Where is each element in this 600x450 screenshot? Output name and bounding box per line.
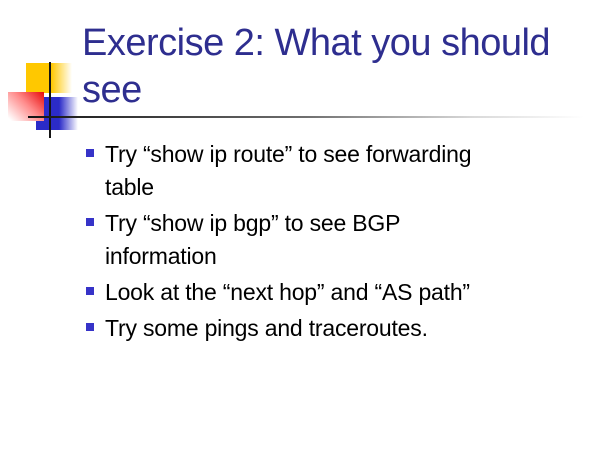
crosshair-vertical-line: [49, 62, 51, 138]
list-item: [86, 276, 572, 309]
slide-title-line-2: see: [82, 69, 142, 111]
bullet-text-line: Try “show ip bgp” to see BGP: [105, 210, 401, 236]
bullet-text-line: table: [105, 174, 154, 200]
bullet-text: [105, 312, 428, 345]
title-underline-rule: [28, 116, 584, 118]
bullet-square-icon: [86, 323, 94, 331]
slide-title: [82, 20, 562, 114]
bullet-square-icon: [86, 287, 94, 295]
bullet-text: [105, 138, 471, 204]
bullet-square-icon: [86, 149, 94, 157]
list-item: [86, 138, 572, 204]
bullet-text-line: Try some pings and traceroutes.: [105, 315, 428, 341]
bullet-text-line: Look at the “next hop” and “AS path”: [105, 279, 470, 305]
bullet-text-line: Try “show ip route” to see forwarding: [105, 141, 472, 167]
list-item: [86, 207, 572, 273]
list-item: [86, 312, 572, 345]
bullet-square-icon: [86, 218, 94, 226]
bullet-text: [105, 276, 470, 309]
bullet-text-line: information: [105, 243, 217, 269]
bullet-text: [105, 207, 400, 273]
slide-title-line-1: Exercise 2: What you should: [82, 22, 551, 64]
bullet-list: [86, 138, 572, 348]
